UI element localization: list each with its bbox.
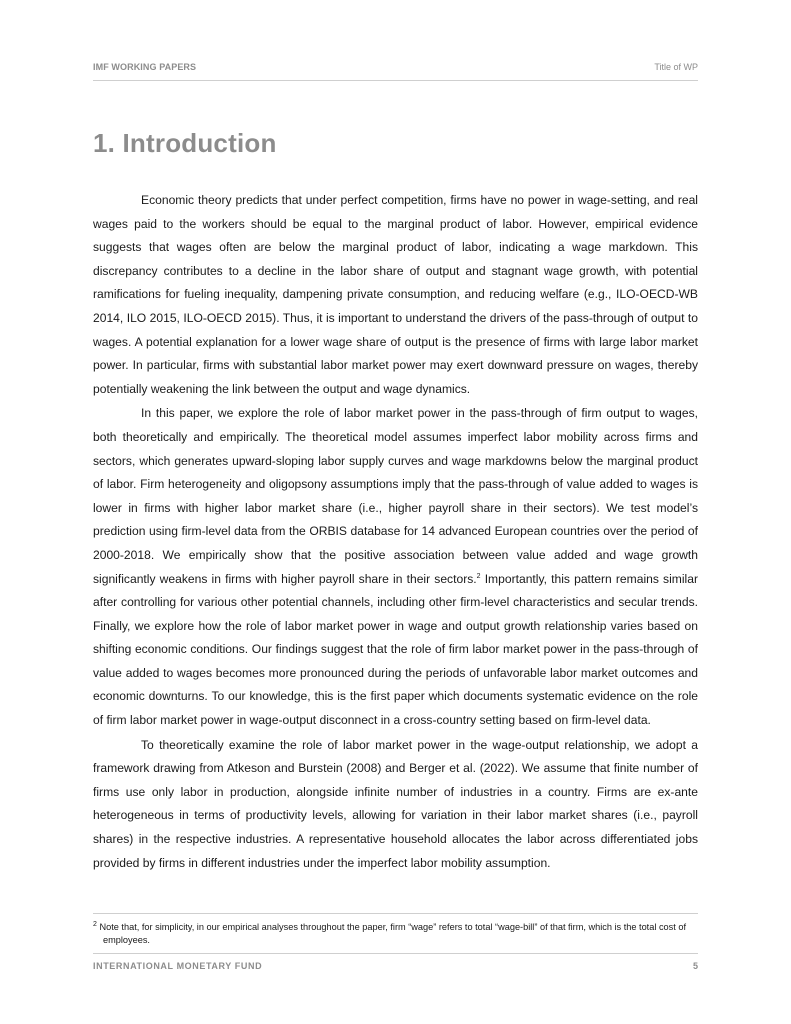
paragraph-text: In this paper, we explore the role of labor market power in the pass-through of firm output to wages, both theoretically and empirically. The theoretical model assumes imperfect labor mobility across firms and sectors, which generates upward-sloping labor supply curves and wage markdowns below the marginal product of labor. Firm heterogeneity and oligopsony assumptions imply that the pass-through of value added to wages is lower in firms with higher labor market share (i.e., higher payroll share in their sectors). We test model’s prediction using firm-level data from the ORBIS database for 14 advanced European countries over the period of 2000-2018. We empirically show that the positive association between value added and wage growth significantly weakens in firms with higher payroll share in their sectors. [93,406,698,586]
paragraph-text: Importantly, this pattern remains similar after controlling for various other potential channels, including other firm-level characteristics and secular trends. Finally, we explore how the role of labor market power in wage and output growth relationship varies based on shifting economic conditions. Our findings suggest that the role of firm labor market power in the pass-through of value added to wages becomes more pronounced during the periods of unfavorable labor market outcomes and economic downturns. To our knowledge, this is the first paper which documents systematic evidence on the role of firm labor market power in wage-output disconnect in a cross-country setting based on firm-level data. [93,571,698,728]
document-page [93,0,698,1024]
footnote-number: 2 [93,920,97,928]
footer-divider [93,953,698,954]
paragraph [93,402,698,732]
paragraph: To theoretically examine the role of labor market power in the wage-output relationship, we adopt a framework drawing from Atkeson and Burstein (2008) and Berger et al. (2022). We assume that finite number of firms use only labor in production, alongside infinite number of industries in a country. Firms are ex-ante heterogeneous in terms of productivity levels, allowing for variation in their labor market shares (i.e., payroll shares) in the respective industries. A representative household allocates the labor across differentiated jobs provided by firms in different industries under the imperfect labor mobility assumption. [93,737,698,870]
footnote-text: Note that, for simplicity, in our empirical analyses throughout the paper, firm “wage” refers to total “wage-bill” of that firm, which is the total cost of employees. [96,922,687,945]
footer-publisher: INTERNATIONAL MONETARY FUND [93,961,263,971]
footnote-reference[interactable]: 2 [476,572,481,580]
section-heading: 1. Introduction [93,128,277,158]
running-header [93,62,698,72]
header-paper-title: Title of WP [654,62,698,72]
footnote-divider [93,913,698,914]
paragraph: Economic theory predicts that under perfect competition, firms have no power in wage-setting, and real wages paid to the workers should be equal to the marginal product of labor. However, empirical evidence suggests that wages often are below the marginal product of labor, indicating a wage markdown. This discrepancy contributes to a decline in the labor share of output and stagnant wage growth, with potential ramifications for fueling inequality, dampening private consumption, and reducing welfare (e.g., ILO-OECD-WB 2014, ILO 2015, ILO-OECD 2015). Thus, it is important to understand the drivers of the pass-through of output to wages. A potential explanation for a lower wage share of output is the presence of firms with large labor market power. In particular, firms with substantial labor market power may exert downward pressure on wages, thereby potentially weakening the link between the output and wage dynamics. [93,193,698,396]
page-number: 5 [692,961,698,971]
footnote-body [93,921,698,947]
body-text [93,189,698,875]
header-divider [93,80,698,81]
running-footer [93,961,698,971]
header-series-title: IMF WORKING PAPERS [93,62,197,72]
footnote [93,921,698,947]
